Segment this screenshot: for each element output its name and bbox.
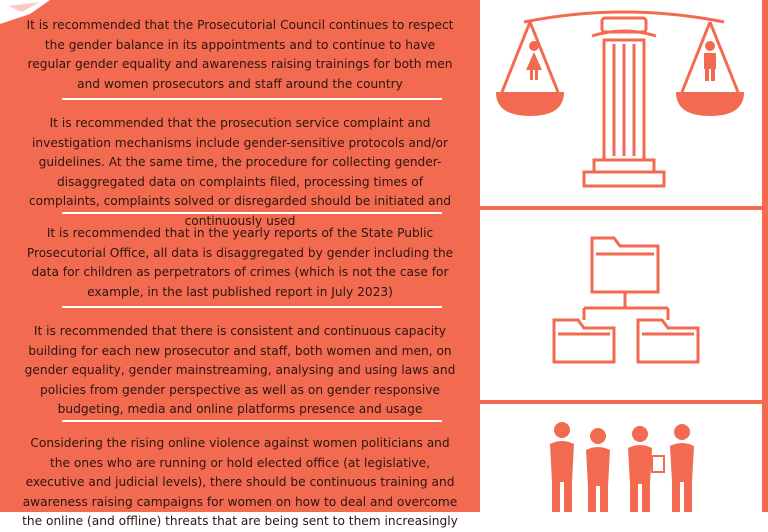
recommendation-3: It is recommended that in the yearly reports of the State Public Prosecutorial Office, all data is disaggregated by gender including the data for children as perpetrators of crimes (which is not the case for example, in the last published report in July 2023) bbox=[26, 226, 454, 299]
divider bbox=[62, 306, 442, 308]
recommendation-4: It is recommended that there is consistent and continuous capacity building for each new prosecutor and staff, both women and men, on gender equality, gender mainstreaming, analysing and using laws and policies from gender perspective as well as on gender responsive budgeting, media and online platforms presence and usage bbox=[24, 324, 456, 417]
scales-panel bbox=[480, 0, 768, 206]
divider bbox=[62, 420, 442, 422]
recommendation-5: Considering the rising online violence against women politicians and the ones who are running or hold elected office (at legislative, executive and judicial levels), there should be continuous training and awareness raising campaigns for women on how to deal and overcome the online (and offline) threats that are being sent to them increasingly bbox=[22, 436, 458, 529]
people-panel bbox=[480, 404, 768, 512]
right-edge-accent bbox=[762, 0, 768, 512]
recommendation-1: It is recommended that the Prosecutorial Council continues to respect the gender balance in its appointments and to continue to have regular gender equality and awareness raising trainings for both men and women prosecutors and staff around the country bbox=[26, 18, 454, 91]
folders-panel bbox=[480, 210, 768, 400]
illustrations-column bbox=[480, 0, 768, 512]
divider bbox=[62, 212, 442, 214]
business-people-icon bbox=[480, 404, 768, 512]
folder-hierarchy-icon bbox=[480, 210, 768, 400]
divider bbox=[62, 98, 442, 100]
recommendation-2: It is recommended that the prosecution service complaint and investigation mechanisms include gender-sensitive protocols and/or guidelines. At the same time, the procedure for collecting gender-disaggregated data on complaints filed, processing times of complaints, complaints solved or disregarded should be initiated and continuously used bbox=[28, 116, 452, 228]
scales-of-justice-gender-icon bbox=[480, 0, 768, 206]
